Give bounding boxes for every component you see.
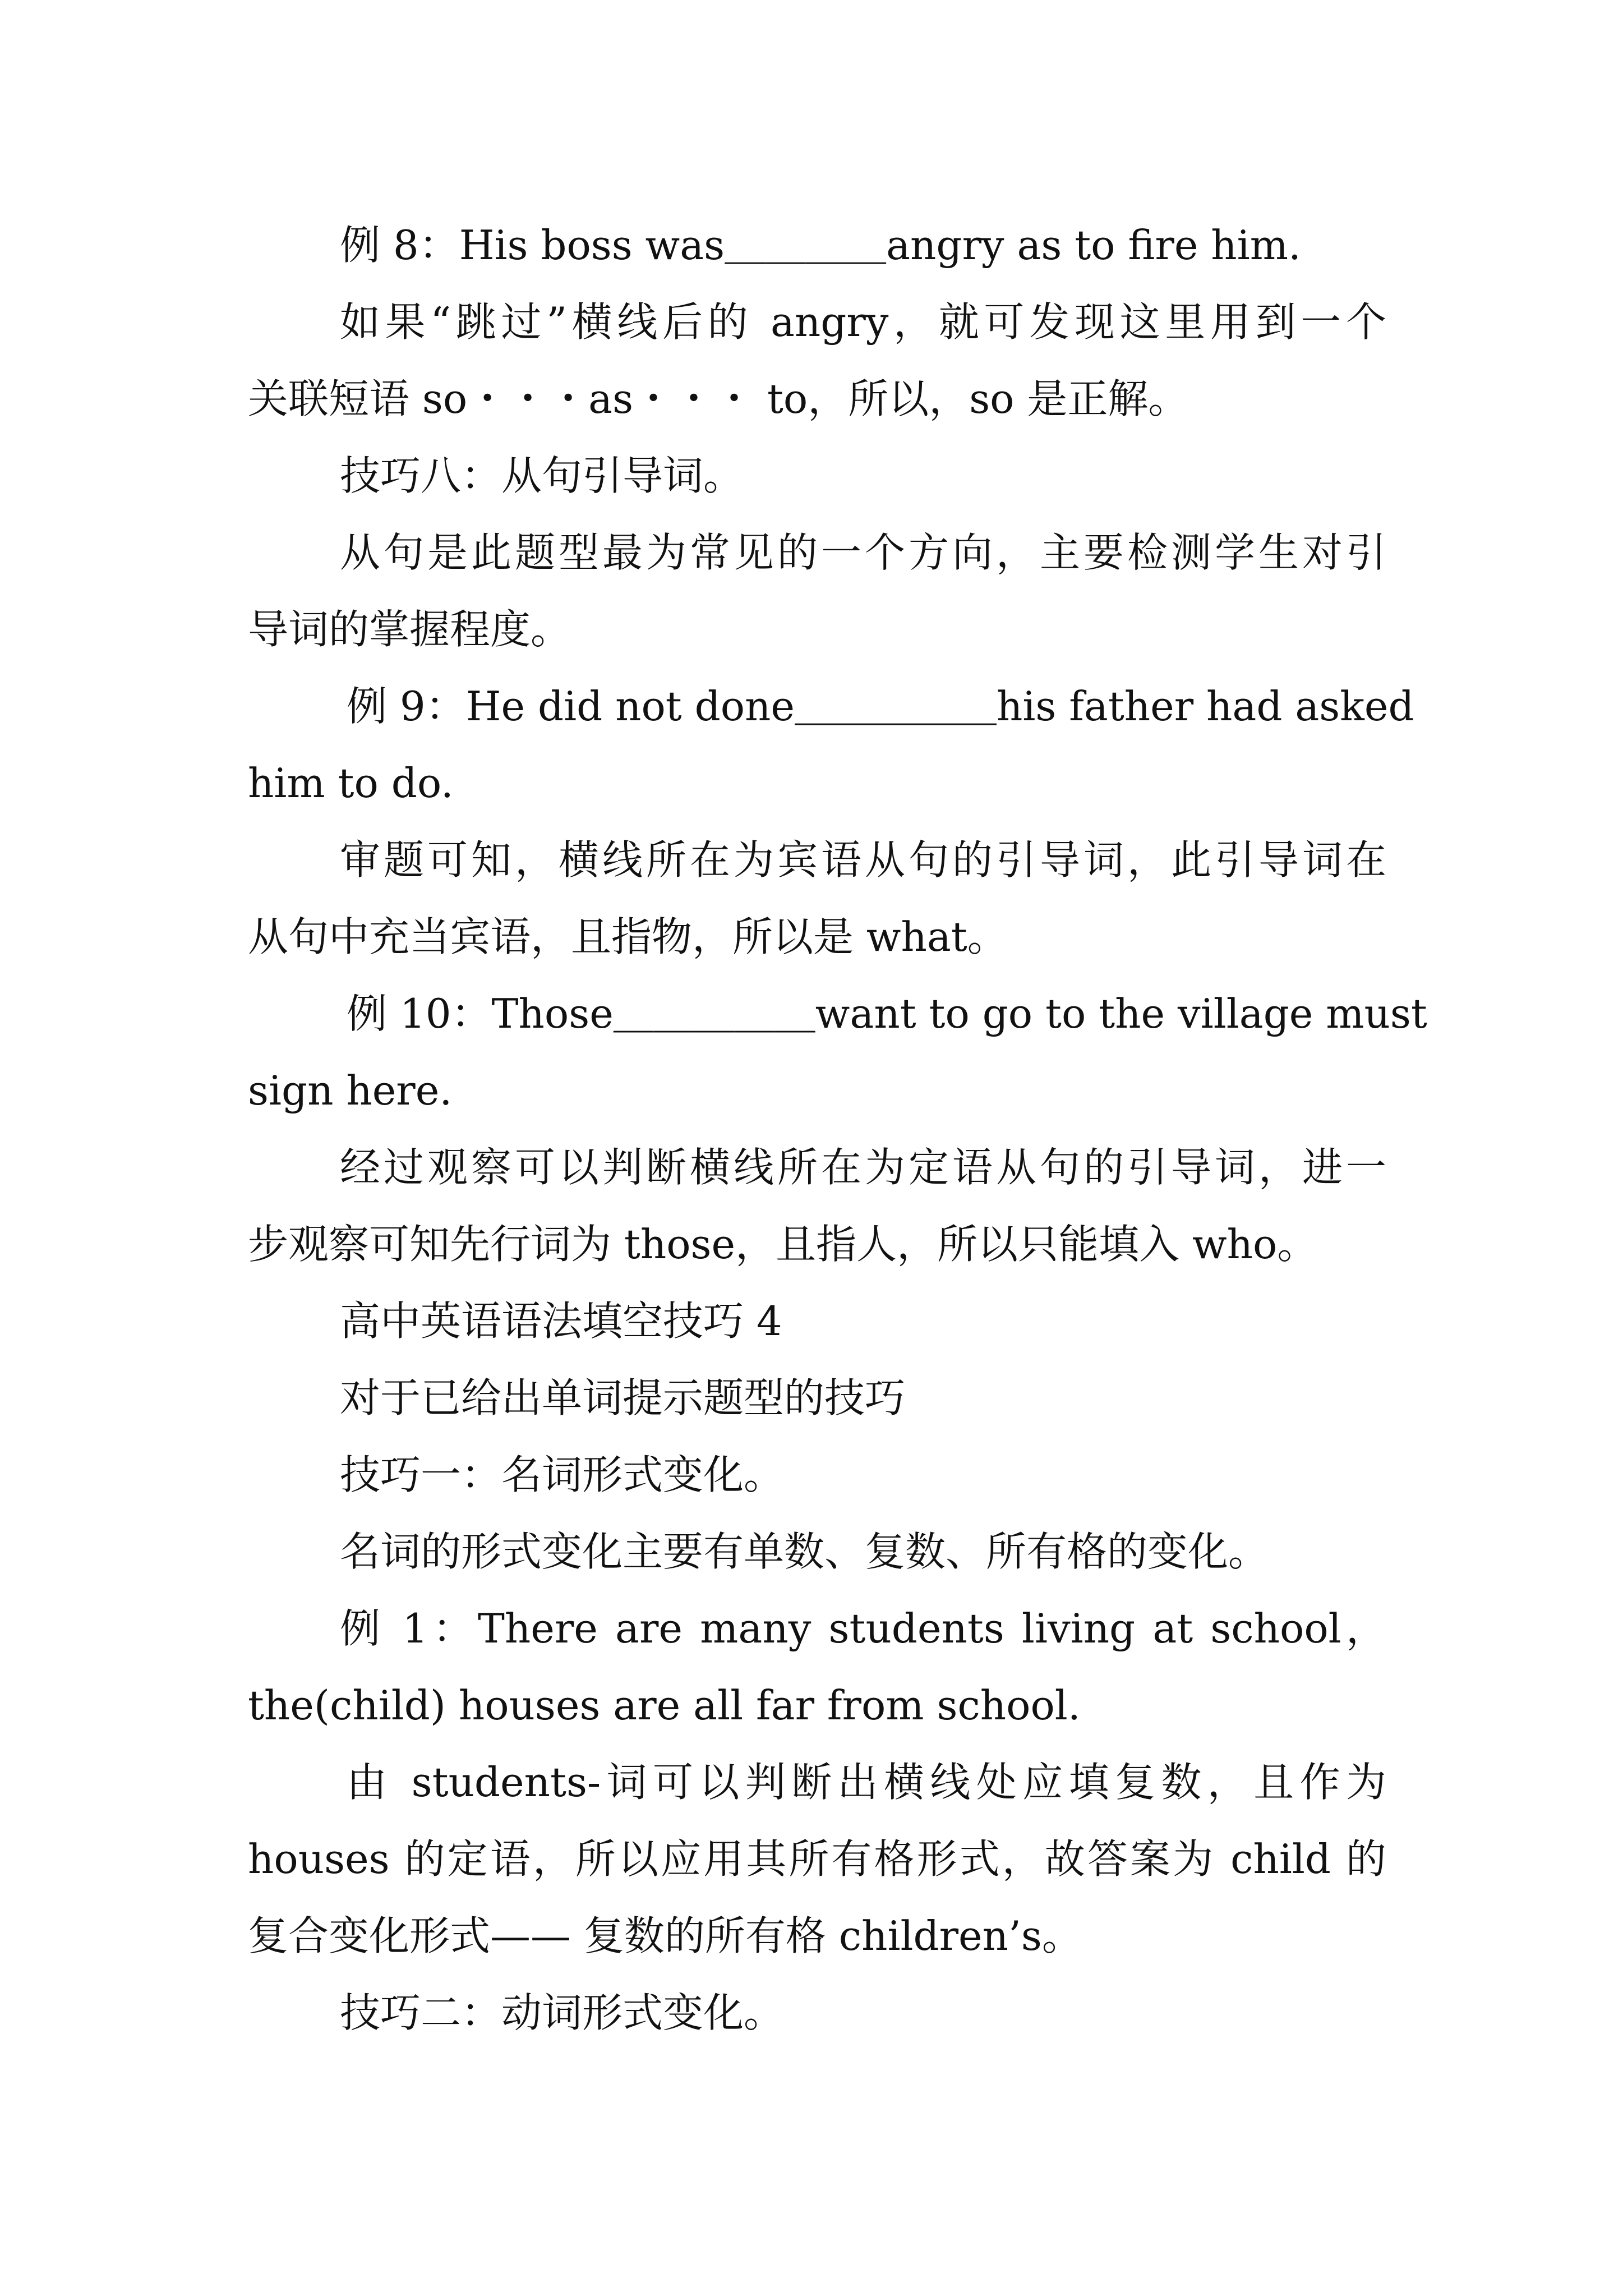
paragraph-line: 审题可知，横线所在为宾语从句的引导词，此引导词在 — [340, 836, 1386, 884]
paragraph-line: 从句中充当宾语，且指物，所以是 what。 — [248, 913, 1008, 960]
paragraph-line: him to do. — [248, 760, 454, 807]
paragraph-line: 从句是此题型最为常见的一个方向，主要检测学生对引 — [340, 529, 1386, 576]
example-9-line: 例 9：He did not done＿＿＿＿＿his father had asked — [347, 683, 1414, 730]
section-heading-tip-8: 技巧八：从句引导词。 — [340, 452, 744, 499]
section-heading-tip-2: 技巧二：动词形式变化。 — [340, 1989, 785, 2036]
paragraph-line: houses 的定语，所以应用其所有格形式，故答案为 child 的 — [248, 1835, 1386, 1883]
subheading-line: 对于已给出单词提示题型的技巧 — [340, 1374, 906, 1421]
paragraph-line: sign here. — [248, 1067, 453, 1114]
paragraph-line: 关联短语 so・・・as・・・ to，所以，so 是正解。 — [248, 375, 1189, 422]
section-heading-tip-1: 技巧一：名词形式变化。 — [340, 1451, 785, 1498]
example-1-line: 例 1：There are many students living at school， — [340, 1605, 1386, 1652]
paragraph-line: 名词的形式变化主要有单数、复数、所有格的变化。 — [340, 1528, 1269, 1575]
paragraph-line: 复合变化形式—— 复数的所有格 children’s。 — [248, 1912, 1082, 1959]
paragraph-line: 导词的掌握程度。 — [248, 606, 571, 653]
paragraph-line: 经过观察可以判断横线所在为定语从句的引导词，进一 — [340, 1144, 1386, 1191]
section-heading-part-4: 高中英语语法填空技巧 4 — [340, 1297, 782, 1345]
paragraph-line: 由 students-词可以判断出横线处应填复数，且作为 — [347, 1759, 1386, 1806]
example-10-line: 例 10：Those＿＿＿＿＿want to go to the village must — [347, 990, 1427, 1037]
paragraph-line: 如果“跳过”横线后的 angry，就可发现这里用到一个 — [340, 298, 1386, 346]
paragraph-line: 步观察可知先行词为 those，且指人，所以只能填入 who。 — [248, 1221, 1318, 1268]
paragraph-line: the(child) houses are all far from school. — [248, 1682, 1081, 1729]
example-8-line: 例 8：His boss was＿＿＿＿angry as to fire him. — [340, 222, 1301, 269]
